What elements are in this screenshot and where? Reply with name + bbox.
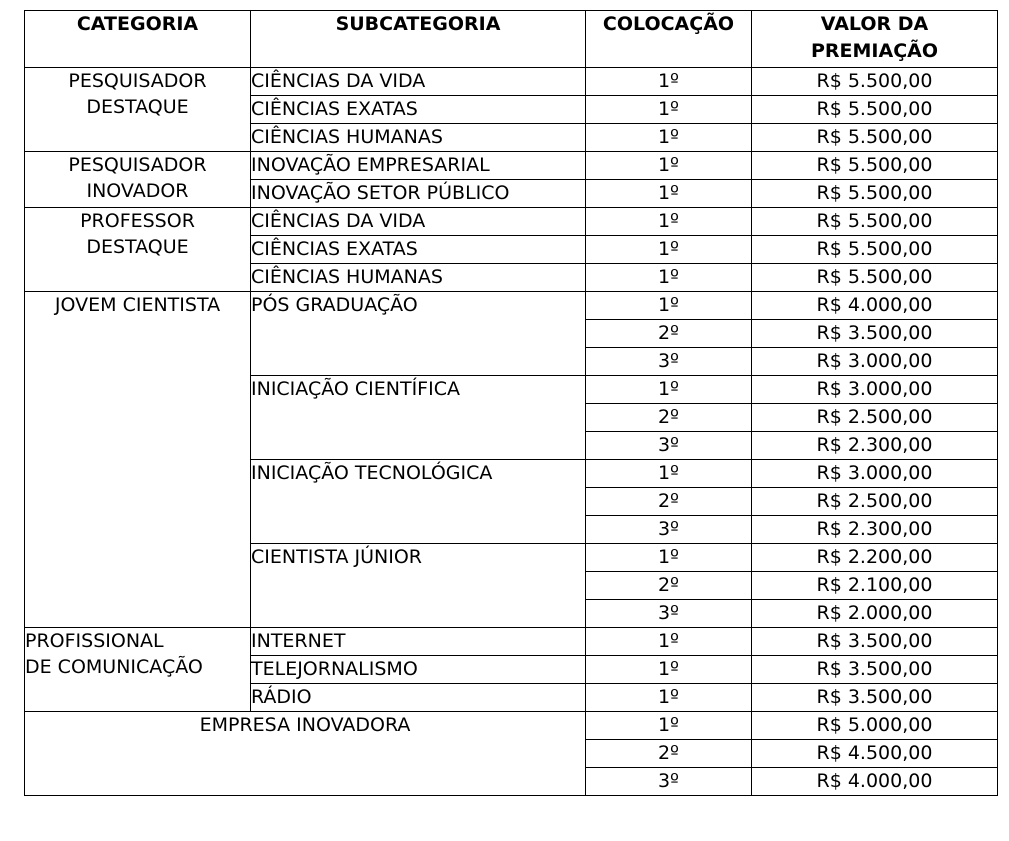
placement-cell: 1º [586,628,752,656]
prize-value-cell: R$ 2.000,00 [752,600,998,628]
prize-value-cell: R$ 2.500,00 [752,404,998,432]
prize-value-cell: R$ 2.500,00 [752,488,998,516]
placement-cell: 1º [586,208,752,236]
placement-cell: 2º [586,572,752,600]
category-cell: EMPRESA INOVADORA [25,712,586,796]
table-row [25,152,998,180]
prize-value-cell: R$ 3.000,00 [752,460,998,488]
table-row [25,712,998,740]
prize-value-cell: R$ 5.500,00 [752,180,998,208]
header-valor-line2: PREMIAÇÃO [810,40,939,62]
subcategory-cell: CIÊNCIAS HUMANAS [251,264,586,292]
prize-value-cell: R$ 3.500,00 [752,684,998,712]
prize-value-cell: R$ 4.500,00 [752,740,998,768]
placement-cell: 1º [586,656,752,684]
placement-cell: 3º [586,768,752,796]
table-row [25,292,998,320]
prize-value-cell: R$ 2.100,00 [752,572,998,600]
placement-cell: 1º [586,544,752,572]
header-valor [752,11,998,68]
subcategory-cell: CIÊNCIAS EXATAS [251,96,586,124]
header-valor-line1: VALOR DA [820,13,929,35]
prize-value-cell: R$ 2.300,00 [752,516,998,544]
subcategory-cell: INOVAÇÃO EMPRESARIAL [251,152,586,180]
prize-value-cell: R$ 4.000,00 [752,292,998,320]
table-row [25,628,998,656]
subcategory-cell: RÁDIO [251,684,586,712]
prize-value-cell: R$ 3.500,00 [752,320,998,348]
prize-table [24,10,998,796]
prize-value-cell: R$ 5.500,00 [752,68,998,96]
category-cell: PESQUISADOR DESTAQUE [25,68,251,152]
header-row [25,11,998,68]
prize-value-cell: R$ 5.500,00 [752,96,998,124]
placement-cell: 2º [586,488,752,516]
prize-value-cell: R$ 3.000,00 [752,348,998,376]
placement-cell: 1º [586,684,752,712]
placement-cell: 2º [586,404,752,432]
category-cell: PROFESSOR DESTAQUE [25,208,251,292]
placement-cell: 3º [586,432,752,460]
prize-value-cell: R$ 5.000,00 [752,712,998,740]
header-subcategoria: SUBCATEGORIA [251,11,586,68]
category-cell: JOVEM CIENTISTA [25,292,251,628]
table-row [25,208,998,236]
subcategory-cell: CIÊNCIAS HUMANAS [251,124,586,152]
subcategory-cell: CIENTISTA JÚNIOR [251,544,586,628]
prize-value-cell: R$ 5.500,00 [752,236,998,264]
subcategory-cell: INTERNET [251,628,586,656]
placement-cell: 1º [586,96,752,124]
placement-cell: 1º [586,152,752,180]
category-cell: PESQUISADOR INOVADOR [25,152,251,208]
placement-cell: 2º [586,320,752,348]
table-row [25,68,998,96]
placement-cell: 1º [586,68,752,96]
placement-cell: 3º [586,600,752,628]
prize-value-cell: R$ 4.000,00 [752,768,998,796]
prize-value-cell: R$ 3.000,00 [752,376,998,404]
placement-cell: 1º [586,460,752,488]
placement-cell: 1º [586,264,752,292]
placement-cell: 1º [586,180,752,208]
prize-value-cell: R$ 5.500,00 [752,264,998,292]
prize-value-cell: R$ 2.200,00 [752,544,998,572]
subcategory-cell: INOVAÇÃO SETOR PÚBLICO [251,180,586,208]
subcategory-cell: PÓS GRADUAÇÃO [251,292,586,376]
prize-value-cell: R$ 3.500,00 [752,628,998,656]
prize-value-cell: R$ 5.500,00 [752,124,998,152]
prize-value-cell: R$ 5.500,00 [752,152,998,180]
placement-cell: 1º [586,712,752,740]
category-cell: PROFISSIONAL DE COMUNICAÇÃO [25,628,251,712]
prize-value-cell: R$ 3.500,00 [752,656,998,684]
subcategory-cell: CIÊNCIAS DA VIDA [251,208,586,236]
placement-cell: 3º [586,348,752,376]
placement-cell: 1º [586,376,752,404]
subcategory-cell: TELEJORNALISMO [251,656,586,684]
prize-value-cell: R$ 5.500,00 [752,208,998,236]
subcategory-cell: INICIAÇÃO TECNOLÓGICA [251,460,586,544]
header-categoria: CATEGORIA [25,11,251,68]
placement-cell: 1º [586,124,752,152]
prize-value-cell: R$ 2.300,00 [752,432,998,460]
placement-cell: 3º [586,516,752,544]
placement-cell: 2º [586,740,752,768]
header-colocacao: COLOCAÇÃO [586,11,752,68]
subcategory-cell: CIÊNCIAS DA VIDA [251,68,586,96]
subcategory-cell: INICIAÇÃO CIENTÍFICA [251,376,586,460]
subcategory-cell: CIÊNCIAS EXATAS [251,236,586,264]
placement-cell: 1º [586,236,752,264]
placement-cell: 1º [586,292,752,320]
